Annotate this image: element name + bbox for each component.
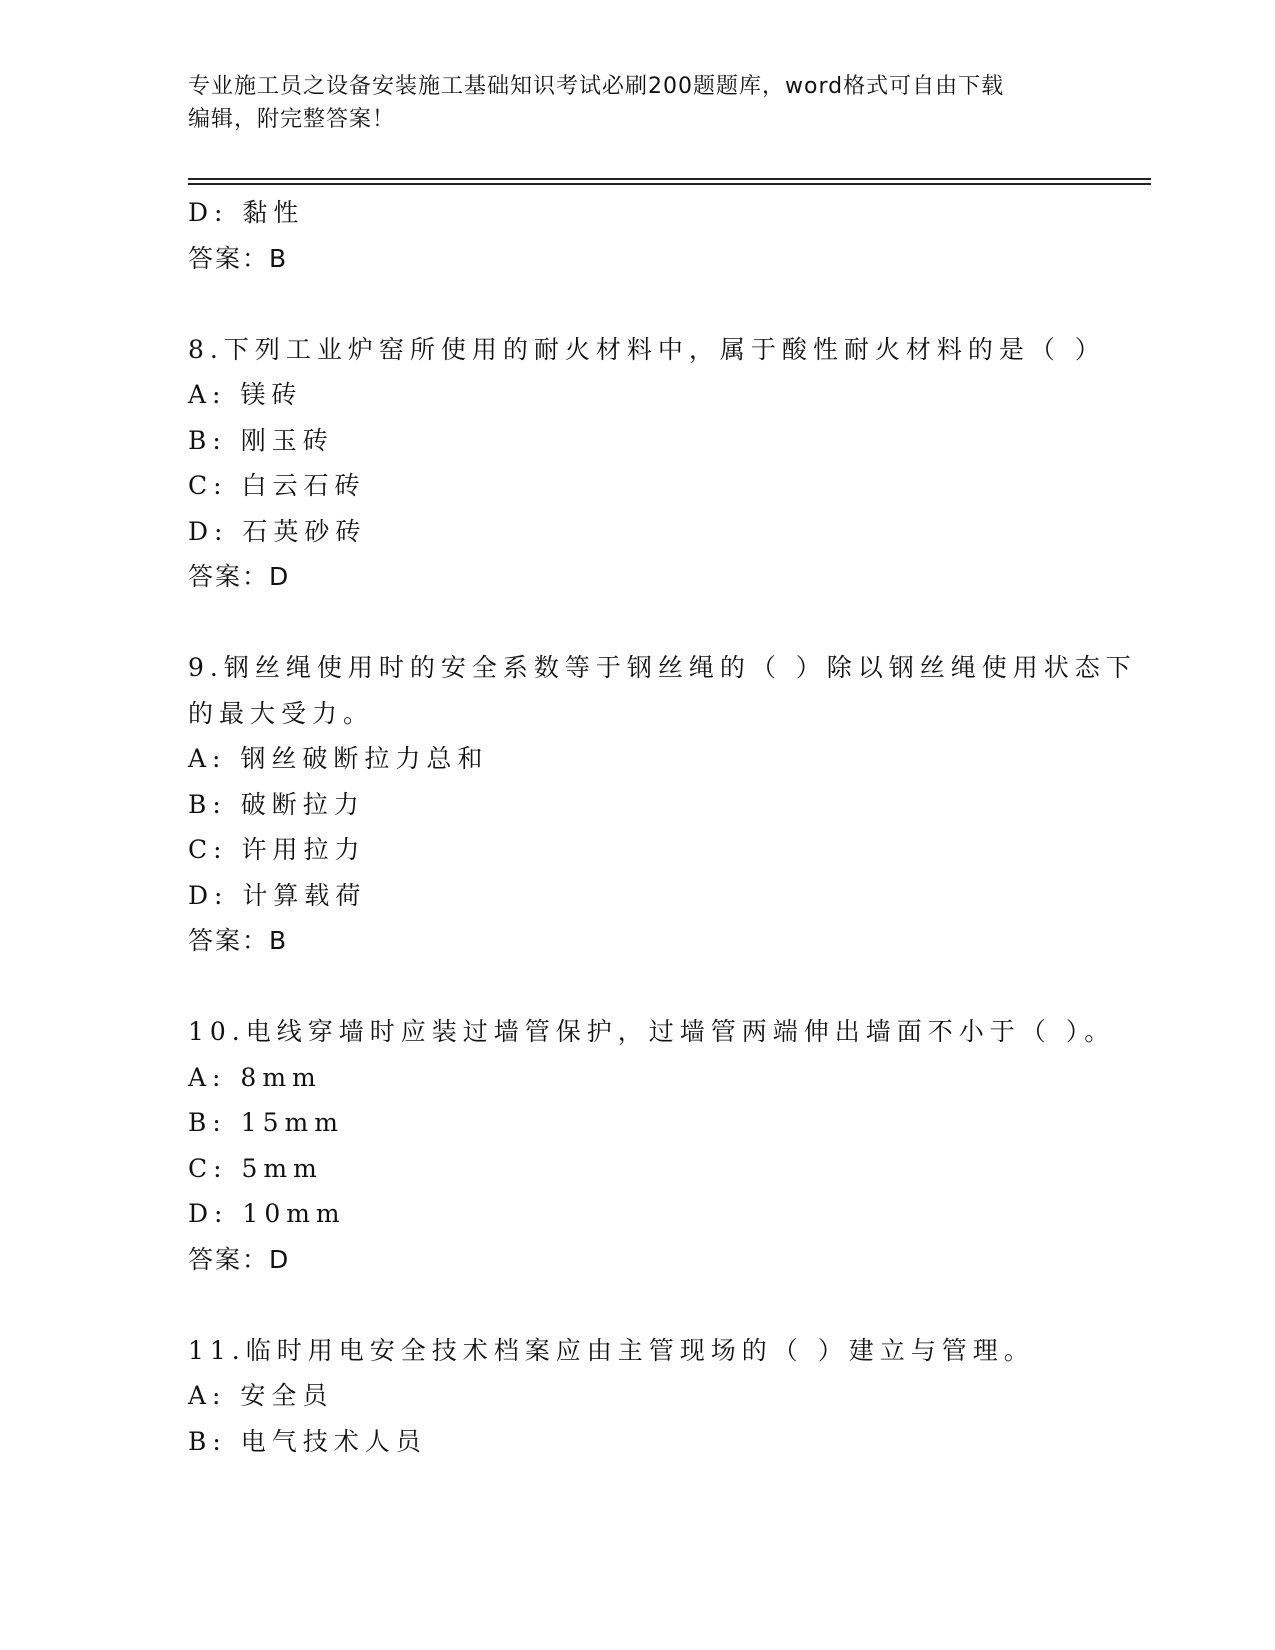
spacer bbox=[188, 1282, 1088, 1328]
option-d: D: 计算载荷 bbox=[188, 880, 367, 910]
option-d: D: 10mm bbox=[188, 1199, 346, 1228]
spacer bbox=[188, 600, 1088, 646]
header-title-line-1: 专业施工员之设备安装施工基础知识考试必刷200题题库，word格式可自由下载 bbox=[188, 74, 1005, 99]
option-d: D: 石英砂砖 bbox=[188, 516, 367, 546]
option-b: B: 刚玉砖 bbox=[188, 425, 334, 455]
header-rule-bottom bbox=[188, 183, 1151, 185]
header-title-line-2: 编辑，附完整答案！ bbox=[188, 107, 396, 132]
question-9 bbox=[188, 645, 1137, 964]
question-11 bbox=[188, 1328, 1088, 1465]
question-10 bbox=[188, 1009, 1116, 1282]
question-stem: 10.电线穿墙时应装过墙管保护，过墙管两端伸出墙面不小于（ ）。 bbox=[188, 1017, 1116, 1046]
answer-line: 答案：B bbox=[188, 243, 289, 273]
question-8 bbox=[188, 327, 1106, 600]
option-d: D: 黏性 bbox=[188, 198, 305, 227]
question-stem-line-2: 的最大受力。 bbox=[188, 698, 375, 728]
question-stem: 11.临时用电安全技术档案应由主管现场的（ ）建立与管理。 bbox=[188, 1335, 1035, 1365]
question-stem: 8.下列工业炉窑所使用的耐火材料中，属于酸性耐火材料的是（ ） bbox=[188, 334, 1106, 364]
spacer bbox=[188, 281, 1088, 327]
answer-line: 答案：D bbox=[188, 562, 291, 591]
option-b: B: 15mm bbox=[188, 1108, 344, 1137]
answer-line: 答案：B bbox=[188, 926, 289, 955]
option-b: B: 电气技术人员 bbox=[188, 1426, 427, 1456]
option-c: C: 5mm bbox=[188, 1153, 323, 1183]
question-list bbox=[188, 190, 1137, 1464]
option-b: B: 破断拉力 bbox=[188, 789, 365, 819]
option-a: A: 钢丝破断拉力总和 bbox=[188, 744, 489, 773]
option-a: A: 8mm bbox=[188, 1062, 322, 1092]
spacer bbox=[188, 964, 1088, 1010]
header-rule-top bbox=[188, 178, 1151, 180]
option-c: C: 白云石砖 bbox=[188, 471, 366, 500]
question-stem-line-1: 9.钢丝绳使用时的安全系数等于钢丝绳的（ ）除以钢丝绳使用状态下 bbox=[188, 653, 1137, 682]
answer-line: 答案：D bbox=[188, 1244, 291, 1274]
option-a: A: 镁砖 bbox=[188, 380, 303, 409]
option-a: A: 安全员 bbox=[188, 1381, 334, 1410]
option-c: C: 许用拉力 bbox=[188, 835, 366, 864]
page-header bbox=[188, 70, 1068, 136]
